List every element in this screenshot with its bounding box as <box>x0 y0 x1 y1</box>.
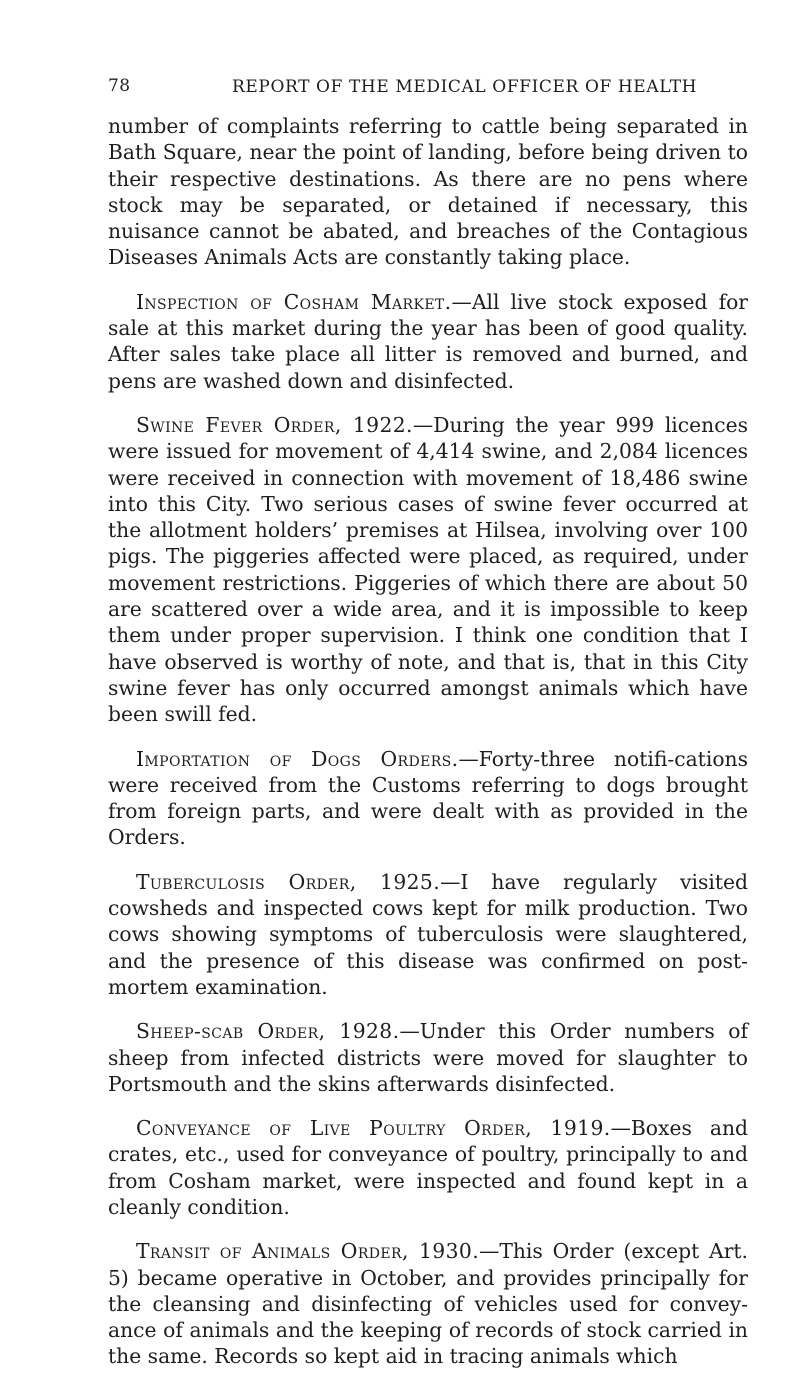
section-heading: Transit of Animals Order, 1930. <box>136 1239 480 1264</box>
paragraph-text: number of complaints referring to cattle being separated in Bath Square, near the point of landing, before being driven to their respective destinations. As there are no pens where stock may be separated, or detained if necessary, this nuisance cannot be abated, and breaches of the Contagious Diseases Animals Acts are constantly taking place. <box>108 114 748 270</box>
paragraph-tuberculosis <box>108 869 748 1000</box>
section-heading: Inspection of Cosham Market. <box>136 289 452 314</box>
page-number: 78 <box>108 76 131 96</box>
section-heading: Sheep-scab Order, 1928. <box>136 1019 400 1044</box>
body-text <box>108 113 748 1388</box>
paragraph-cosham-market <box>108 289 748 394</box>
paragraph-text: —This Order (except Art. 5) became operative in October, and provides principally for the cleansing and disinfecting of vehicles used for convey-ance of animals and the keeping of records of stock carried in the same. Records so kept aid in tracing animals which <box>108 1239 748 1369</box>
running-head: REPORT OF THE MEDICAL OFFICER OF HEALTH <box>232 77 698 97</box>
section-heading: Swine Fever Order, 1922. <box>136 412 413 437</box>
paragraph-continuation <box>108 113 748 271</box>
paragraph-sheep-scab <box>108 1018 748 1097</box>
paragraph-live-poultry <box>108 1115 748 1220</box>
section-heading: Importation of Dogs Orders. <box>136 746 459 771</box>
paragraph-text: —All live stock exposed for sale at this market during the year has been of good quality. After sales take place all litter is removed and burned, and pens are washed down and disinfected. <box>108 289 748 393</box>
paragraph-text: —I have regularly visited cowsheds and inspected cows kept for milk production. Two cows showing symptoms of tuberculosis were slaughtered, and the presence of this disease was confirmed on post-mortem examination. <box>108 869 748 999</box>
paragraph-text: —Boxes and crates, etc., used for conveyance of poultry, principally to and from Cosham market, were inspected and found kept in a cleanly condition. <box>108 1116 748 1219</box>
section-heading: Tuberculosis Order, 1925. <box>136 869 441 894</box>
paragraph-text: —Forty-three notifi-cations were received from the Customs referring to dogs brought from foreign parts, and were dealt with as provided in the Orders. <box>108 746 748 850</box>
paragraph-swine-fever <box>108 412 748 728</box>
paragraph-text: —Under this Order numbers of sheep from infected districts were moved for slaughter to Portsmouth and the skins afterwards disinfected. <box>108 1019 748 1096</box>
paragraph-transit-of-animals <box>108 1238 748 1369</box>
paragraph-text: —During the year 999 licences were issued for movement of 4,414 swine, and 2,084 licences were received in connection with movement of 18,486 swine into this City. Two serious cases of swine fever occurred at the allotment holders’ premises at Hilsea, involving over 100 pigs. The piggeries affected were placed, as required, under movement restrictions. Piggeries of which there are about 50 are scattered over a wide area, and it is impossible to keep them under proper supervision. I think one condition that I have observed is worthy of note, and that is, that in this City swine fever has only occurred amongst animals which have been swill fed. <box>108 412 748 727</box>
paragraph-importation-of-dogs <box>108 746 748 851</box>
section-heading: Conveyance of Live Poultry Order, 1919. <box>136 1116 611 1141</box>
